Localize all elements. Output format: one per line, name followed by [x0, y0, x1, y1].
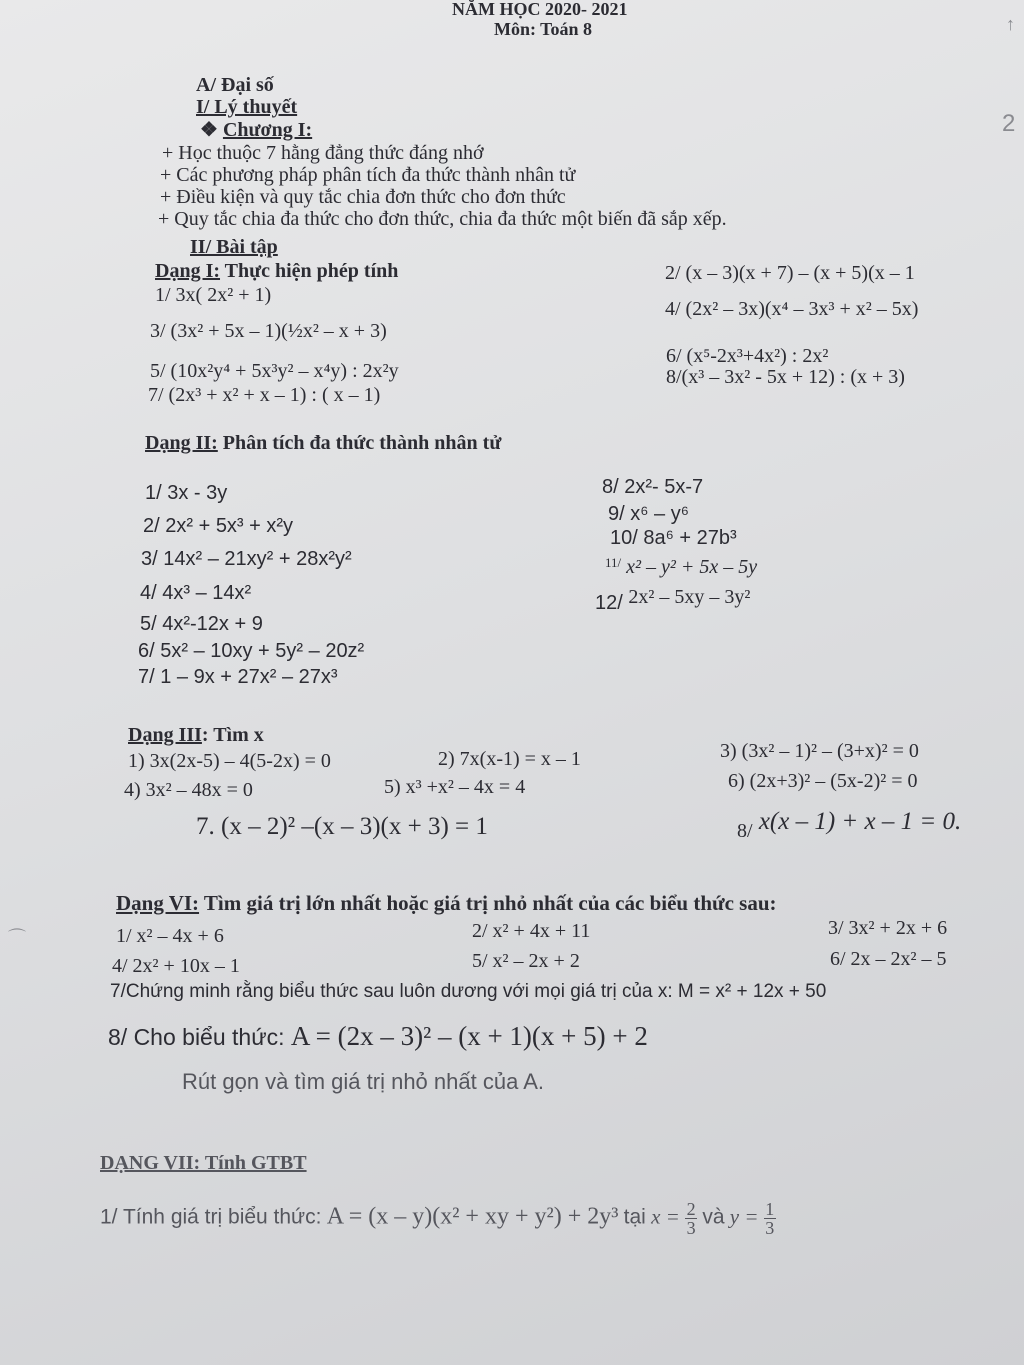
- dang2-problem-5: 5/ 4x²-12x + 9: [140, 613, 263, 635]
- dang3-problem-7: 7. (x – 2)² –(x – 3)(x + 3) = 1: [196, 813, 488, 840]
- dang6-problem-8-task: Rút gọn và tìm giá trị nhỏ nhất của A.: [182, 1069, 544, 1094]
- dang1-problem-1: 1/ 3x( 2x² + 1): [155, 284, 272, 306]
- dang2-problem-10: 10/ 8a⁶ + 27b³: [610, 527, 737, 549]
- chapter-heading: ❖ Chương I:: [200, 119, 313, 141]
- dang2-problem-3: 3/ 14x² – 21xy² + 28x²y²: [141, 548, 352, 570]
- dang1-problem-6: 6/ (x⁵-2x³+4x²) : 2x²: [666, 345, 829, 367]
- dang2-problem-2: 2/ 2x² + 5x³ + x²y: [143, 515, 294, 537]
- dang2-problem-8: 8/ 2x²- 5x-7: [602, 476, 704, 498]
- dang6-problem-4: 4/ 2x² + 10x – 1: [112, 955, 240, 977]
- dang3-problem-1: 1) 3x(2x-5) – 4(5-2x) = 0: [128, 750, 331, 772]
- dang7-problem-1: 1/ Tính giá trị biểu thức: A = (x – y)(x² + xy + y²) + 2y³ tại x = $\frac{2}{3}$ và y = $\frac{1}{3}$: [100, 1199, 775, 1238]
- dang7-heading: DẠNG VII: Tính GTBT: [100, 1152, 307, 1174]
- dang6-problem-2: 2/ x² + 4x + 11: [472, 920, 591, 942]
- dang2-problem-1: 1/ 3x - 3y: [145, 482, 228, 504]
- dang2-problem-9: 9/ x⁶ – y⁶: [608, 503, 689, 525]
- dang6-problem-3: 3/ 3x² + 2x + 6: [828, 917, 948, 939]
- dang6-heading: Dạng VI: Tìm giá trị lớn nhất hoặc giá trị nhỏ nhất của các biểu thức sau:: [116, 891, 777, 915]
- dang3-heading: Dạng III: Tìm x: [128, 724, 264, 746]
- dang1-heading: Dạng I: Thực hiện phép tính: [155, 260, 399, 282]
- dang1-problem-5: 5/ (10x²y⁴ + 5x³y² – x⁴y) : 2x²y: [150, 360, 399, 382]
- dang6-problem-6: 6/ 2x – 2x² – 5: [830, 948, 947, 970]
- dang1-problem-4: 4/ (2x² – 3x)(x⁴ – 3x³ + x² – 5x): [665, 298, 919, 320]
- subject: Môn: Toán 8: [494, 19, 593, 39]
- dang2-problem-7: 7/ 1 – 9x + 27x² – 27x³: [138, 666, 338, 688]
- part-a-title: A/ Đại số: [196, 74, 274, 96]
- diamond-bullet-icon: ❖: [200, 119, 218, 141]
- dang3-problem-3: 3) (3x² – 1)² – (3+x)² = 0: [720, 740, 919, 762]
- dang6-problem-7: 7/Chứng minh rằng biểu thức sau luôn dương với mọi giá trị của x: M = x² + 12x + 50: [110, 981, 827, 1002]
- dang1-problem-2: 2/ (x – 3)(x + 7) – (x + 5)(x – 1: [665, 262, 915, 284]
- dang1-problem-8: 8/(x³ – 3x² - 5x + 12) : (x + 3): [666, 366, 905, 388]
- dang3-problem-8: $_{8/}$ x(x – 1) + x – 1 = 0.: [737, 808, 962, 842]
- dang6-problem-1: 1/ x² – 4x + 6: [116, 925, 224, 947]
- dang3-problem-5: 5) x³ +x² – 4x = 4: [384, 776, 526, 798]
- theory-title: I/ Lý thuyết: [196, 96, 298, 118]
- dang2-problem-6: 6/ 5x² – 10xy + 5y² – 20z²: [138, 640, 365, 662]
- dang3-problem-4: 4) 3x² – 48x = 0: [124, 779, 253, 801]
- dang2-heading: Dạng II: Phân tích đa thức thành nhân tử: [145, 432, 502, 454]
- theory-item-4: + Quy tắc chia đa thức cho đơn thức, chia đa thức một biến đã sắp xếp.: [158, 208, 727, 230]
- dang3-problem-6: 6) (2x+3)² – (5x-2)² = 0: [728, 770, 918, 792]
- fraction-y: $\frac{1}{3}$: [765, 1199, 775, 1238]
- dang2-problem-11: $^{11/}$ x² – y² + 5x – 5y: [605, 555, 758, 578]
- margin-mark: 2: [1002, 110, 1016, 137]
- dang6-problem-5: 5/ x² – 2x + 2: [472, 950, 580, 972]
- dang1-problem-3: 3/ (3x² + 5x – 1)(½x² – x + 3): [150, 320, 387, 342]
- theory-item-2: + Các phương pháp phân tích đa thức thành nhân tử: [160, 164, 576, 186]
- theory-item-3: + Điều kiện và quy tắc chia đơn thức cho đơn thức: [160, 186, 566, 208]
- dang3-problem-2: 2) 7x(x-1) = x – 1: [438, 748, 581, 770]
- theory-item-1: + Học thuộc 7 hằng đẳng thức đáng nhớ: [162, 142, 484, 164]
- dang2-problem-4: 4/ 4x³ – 14x²: [140, 582, 252, 604]
- exercise-title: II/ Bài tập: [190, 236, 278, 258]
- margin-mark: ⌒: [8, 928, 26, 948]
- fraction-x: $\frac{2}{3}$: [686, 1199, 696, 1238]
- dang2-problem-12: 12/ 2x² – 5xy – 3y²: [595, 586, 751, 614]
- dang1-problem-7: 7/ (2x³ + x² + x – 1) : ( x – 1): [148, 384, 381, 406]
- school-year: NĂM HỌC 2020- 2021: [452, 0, 628, 19]
- dang6-problem-8: 8/ Cho biểu thức: A = (2x – 3)² – (x + 1)(x + 5) + 2: [108, 1021, 648, 1051]
- margin-mark: ↑: [1006, 14, 1015, 34]
